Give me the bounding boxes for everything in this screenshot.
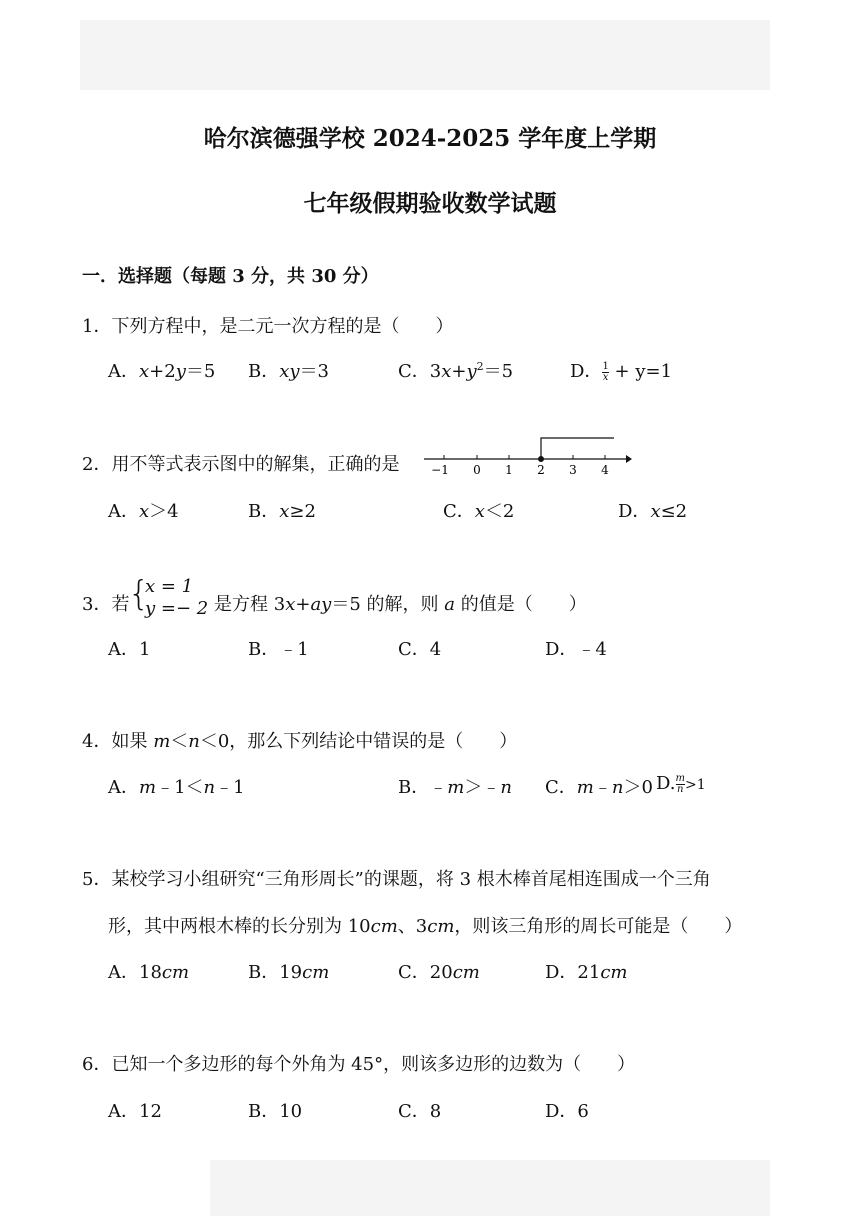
question-5-line-2: 形，其中两根木棒的长分别为 10cm、3cm，则该三角形的周长可能是（ ）	[108, 916, 743, 937]
question-4: 4．如果 m＜n＜0，那么下列结论中错误的是（ ）	[82, 731, 518, 752]
scan-shade-bottom	[210, 1160, 770, 1216]
system-equation-2: y =− 2	[145, 598, 209, 619]
tick-label: −1	[431, 463, 449, 477]
option-c: C．$3x+y^2=5$	[398, 360, 514, 382]
option-c: C．4	[398, 639, 442, 660]
option-d: D． $\frac{1}{x}$ + y=1	[570, 360, 673, 383]
question-stem: 用不等式表示图中的解集，正确的是	[111, 454, 400, 475]
question-5-line-1: 5．某校学习小组研究“三角形周长”的课题，将 3 根木棒首尾相连围成一个三角	[82, 869, 711, 890]
option-d: D．x≤2	[618, 501, 688, 522]
question-2	[82, 450, 399, 476]
number-line-figure	[418, 432, 634, 480]
tick-label: 0	[473, 463, 481, 477]
section-heading: 一．选择题（每题 3 分，共 30 分）	[82, 266, 379, 287]
option-a: A．1	[108, 639, 151, 660]
question-3-suffix: 是方程 3x+ay＝5 的解，则 a 的值是（ ）	[214, 594, 587, 615]
question-stem: 已知一个多边形的每个外角为 45°，则该多边形的边数为（ ）	[111, 1054, 636, 1075]
option-d: D. $\frac{m}{n}$ >1	[656, 772, 706, 795]
question-3-prefix	[82, 590, 129, 616]
option-c: C．8	[398, 1101, 442, 1122]
option-b: B．19cm	[248, 962, 330, 983]
option-b: B．x≥2	[248, 501, 316, 522]
page-subtitle: 七年级假期验收数学试题	[303, 190, 557, 217]
option-a: A．m﹣1＜n﹣1	[108, 777, 245, 798]
tick-label: 1	[505, 463, 513, 477]
page-title: 哈尔滨德强学校 2024-2025 学年度上学期	[203, 125, 657, 152]
option-c: C．20cm	[398, 962, 480, 983]
question-number: 3．	[82, 594, 112, 615]
option-b: B．﹣m＞﹣n	[398, 777, 512, 798]
scan-shade-top	[80, 20, 770, 90]
tick-label: 3	[569, 463, 577, 477]
equation-system	[145, 576, 208, 620]
question-1	[82, 312, 453, 338]
system-equation-1: x = 1	[145, 576, 194, 597]
option-d: D．6	[545, 1101, 589, 1122]
solid-endpoint-dot	[538, 456, 544, 462]
option-c: C．m﹣n＞0	[545, 777, 653, 798]
option-d: D．21cm	[545, 962, 628, 983]
option-a: A．18cm	[108, 962, 190, 983]
option-a: A．x+2y＝5	[108, 361, 216, 382]
option-a: A．12	[108, 1101, 162, 1122]
option-b: B．10	[248, 1101, 303, 1122]
question-6	[82, 1050, 635, 1076]
option-b: B．xy＝3	[248, 361, 330, 382]
question-number: 2．	[82, 454, 112, 475]
system-brace: {	[128, 574, 150, 614]
option-b: B．﹣1	[248, 639, 309, 660]
question-stem: 下列方程中，是二元一次方程的是（ ）	[111, 316, 454, 337]
tick-label: 4	[601, 463, 609, 477]
option-a: A．x＞4	[108, 501, 179, 522]
tick-label: 2	[537, 463, 545, 477]
option-c: C．x＜2	[443, 501, 515, 522]
question-number: 1．	[82, 316, 112, 337]
option-d: D．﹣4	[545, 639, 607, 660]
question-stem-prefix: 若	[111, 594, 130, 615]
question-number: 6．	[82, 1054, 112, 1075]
